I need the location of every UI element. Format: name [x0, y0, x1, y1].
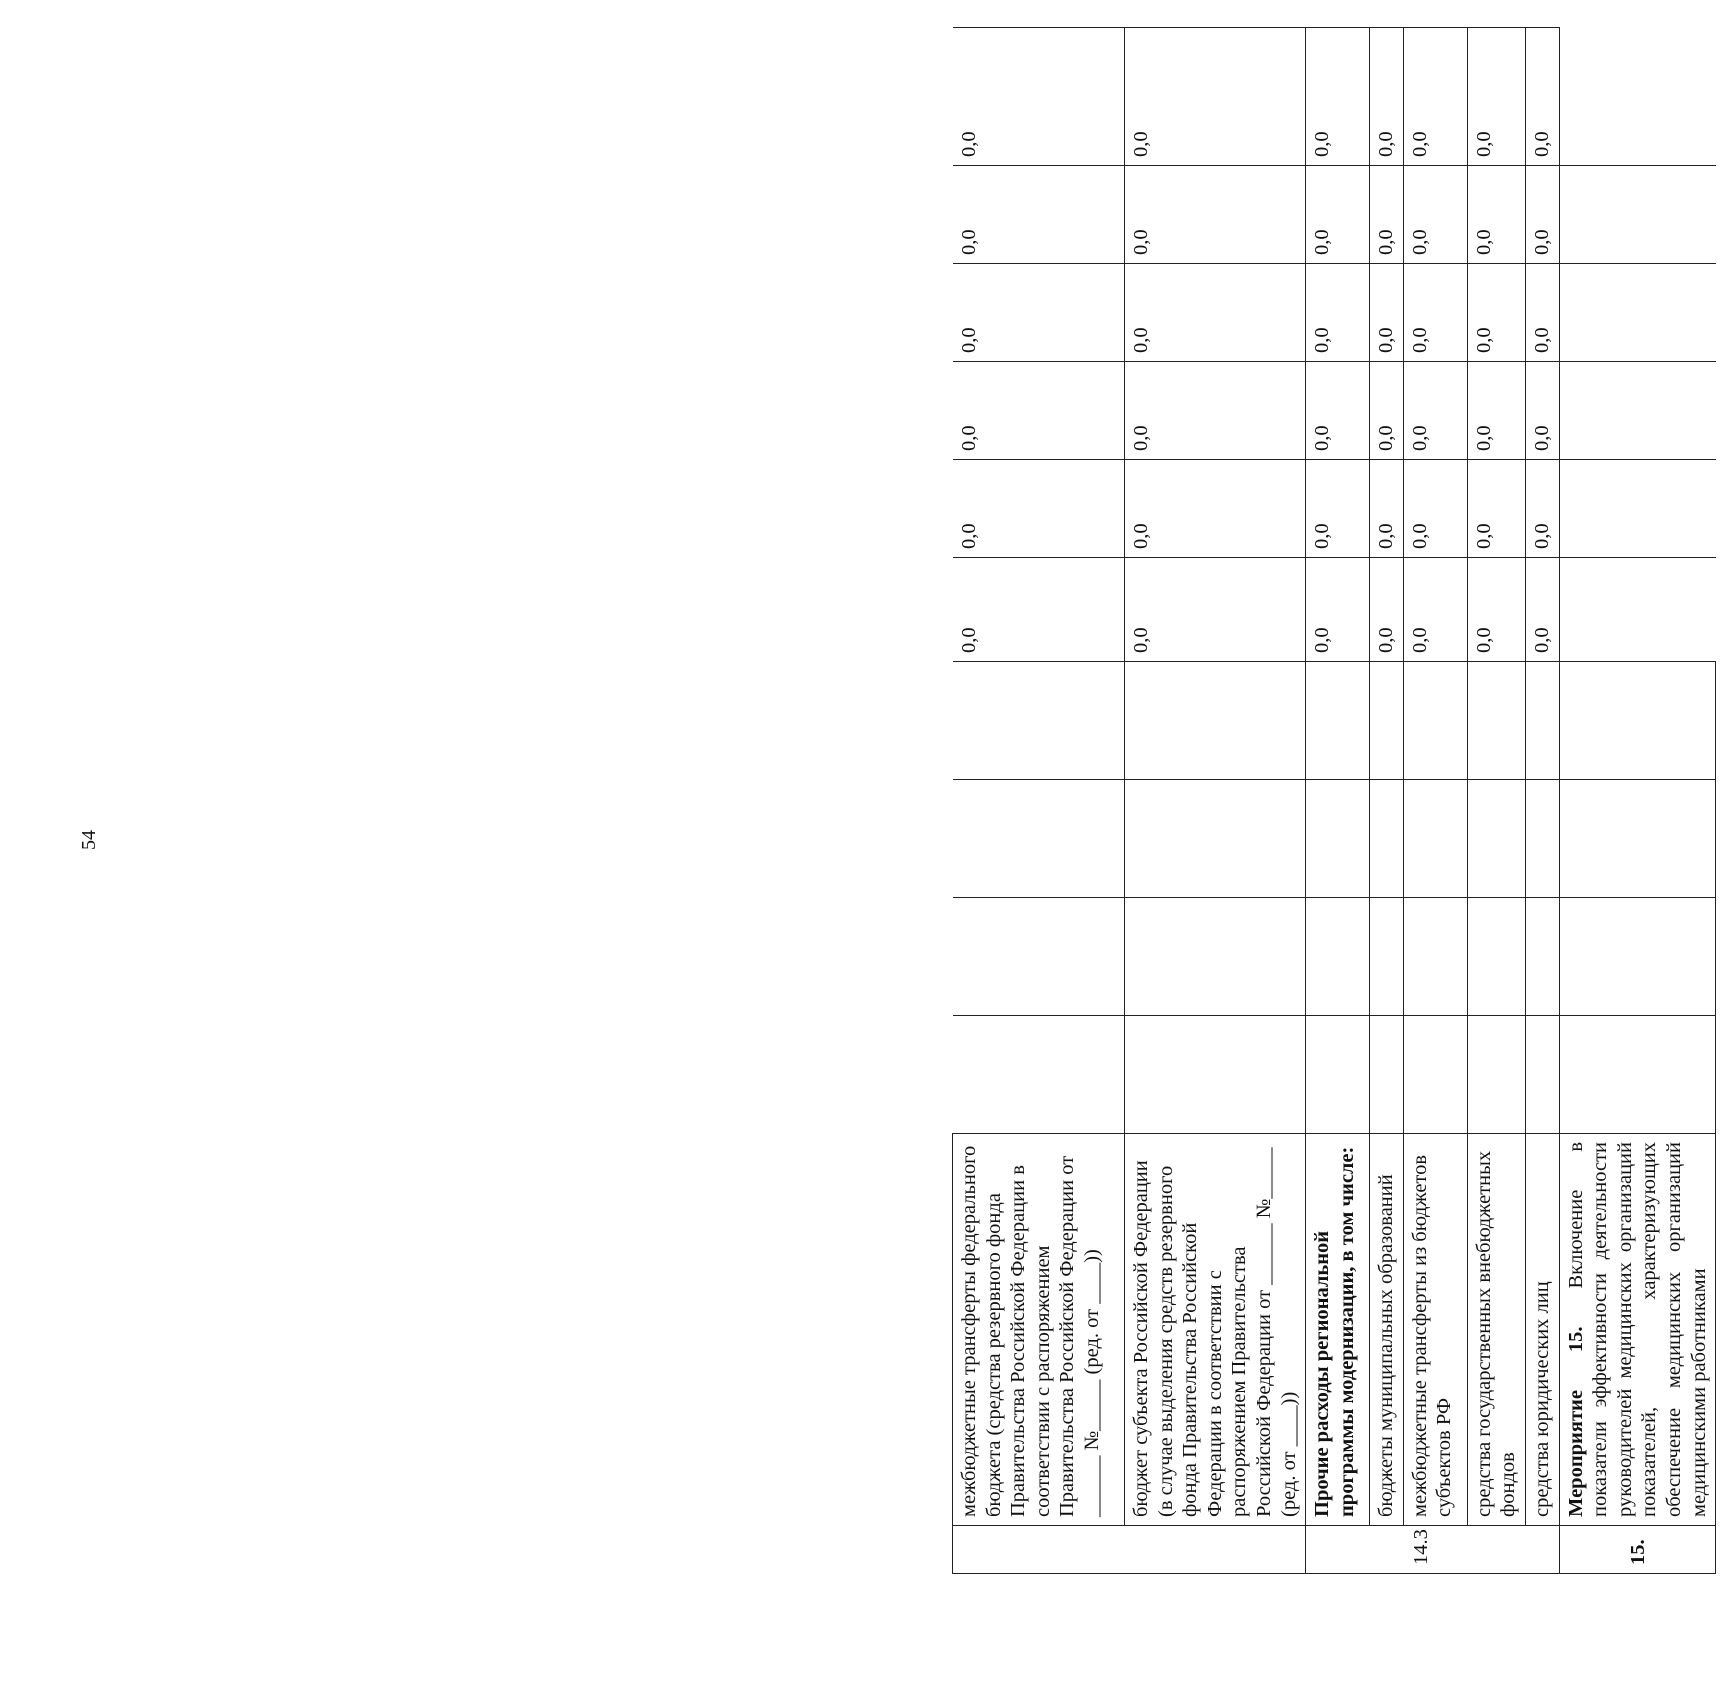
row-text: бюджет субъекта Российской Федерации (в случае выделения средств резервного фонда Правительства Российской Федерации в соответствии с распоряжением Правительства Российской Федерации от ______ №_____ (ред. от ____))	[1125, 1134, 1306, 1526]
program-table	[952, 30, 1732, 1574]
empty-cell	[1525, 898, 1559, 1016]
value-cell	[1559, 362, 1716, 460]
row-text: межбюджетные трансферты из бюджетов субъектов РФ	[1403, 1134, 1467, 1526]
value-cell: 0,0	[1525, 460, 1559, 558]
value-cell: 0,0	[953, 362, 1125, 460]
value-cell: 0,0	[1467, 28, 1525, 166]
empty-cell	[1306, 662, 1370, 780]
value-cell: 0,0	[953, 460, 1125, 558]
value-cell: 0,0	[953, 264, 1125, 362]
empty-cell	[1403, 898, 1467, 1016]
row-number	[1370, 1526, 1404, 1574]
value-cell: 0,0	[1403, 166, 1467, 264]
table-row	[1559, 28, 1716, 1574]
empty-cell	[953, 780, 1125, 898]
empty-cell	[1125, 898, 1306, 1016]
empty-cell	[1403, 780, 1467, 898]
empty-cell	[1403, 662, 1467, 780]
value-cell: 0,0	[1306, 558, 1370, 662]
value-cell: 0,0	[1125, 28, 1306, 166]
empty-cell	[1370, 780, 1404, 898]
empty-cell	[1306, 780, 1370, 898]
value-cell: 0,0	[1403, 460, 1467, 558]
value-cell: 0,0	[1370, 166, 1404, 264]
empty-cell	[1559, 1016, 1716, 1134]
row-number	[1467, 1526, 1525, 1574]
empty-cell	[1559, 662, 1716, 780]
value-cell: 0,0	[1525, 264, 1559, 362]
value-cell: 0,0	[1403, 264, 1467, 362]
value-cell: 0,0	[1306, 166, 1370, 264]
value-cell	[1559, 28, 1716, 166]
empty-cell	[1467, 898, 1525, 1016]
value-cell: 0,0	[1125, 264, 1306, 362]
value-cell: 0,0	[1525, 166, 1559, 264]
empty-cell	[1559, 898, 1716, 1016]
empty-cell	[1306, 1016, 1370, 1134]
row-text: средства государственных внебюджетных фондов	[1467, 1134, 1525, 1526]
table-row	[1403, 28, 1467, 1574]
row-number: 14.3	[1403, 1526, 1467, 1574]
row-text: межбюджетные трансферты федерального бюджета (средства резервного фонда Правительства Российской Федерации в соответствии с распоряжением Правительства Российской Федерации от ______ №_____ (ред. от ____))	[953, 1134, 1125, 1526]
value-cell: 0,0	[953, 28, 1125, 166]
empty-cell	[1525, 1016, 1559, 1134]
value-cell: 0,0	[1370, 460, 1404, 558]
row-number	[1125, 1526, 1306, 1574]
value-cell: 0,0	[1467, 558, 1525, 662]
value-cell	[1559, 166, 1716, 264]
measure-title: Мероприятие 15.	[1564, 1326, 1587, 1517]
value-cell: 0,0	[1403, 558, 1467, 662]
empty-cell	[1467, 780, 1525, 898]
value-cell: 0,0	[1125, 362, 1306, 460]
row-text	[1559, 1134, 1716, 1526]
empty-cell	[1467, 662, 1525, 780]
empty-cell	[953, 662, 1125, 780]
value-cell: 0,0	[1306, 460, 1370, 558]
funding-table	[952, 27, 1716, 1574]
row-number: 15.	[1559, 1526, 1716, 1574]
measure-description: Включение в показатели эффективности деятельности руководителей медицинских организаций показателей, характеризующих обеспечение медицинских организаций медицинскими работниками	[1564, 1142, 1710, 1517]
empty-cell	[1306, 898, 1370, 1016]
table-row	[1306, 28, 1370, 1574]
table-row	[1467, 28, 1525, 1574]
value-cell: 0,0	[1467, 166, 1525, 264]
empty-cell	[1125, 780, 1306, 898]
value-cell: 0,0	[1370, 264, 1404, 362]
value-cell	[1559, 460, 1716, 558]
empty-cell	[953, 1016, 1125, 1134]
page-number: 54	[78, 830, 100, 850]
row-text: средства юридических лиц	[1525, 1134, 1559, 1526]
table-row	[953, 28, 1125, 1574]
table-row	[1125, 28, 1306, 1574]
value-cell: 0,0	[1370, 28, 1404, 166]
empty-cell	[1467, 1016, 1525, 1134]
value-cell	[1559, 558, 1716, 662]
value-cell: 0,0	[1125, 558, 1306, 662]
row-text: бюджеты муниципальных образований	[1370, 1134, 1404, 1526]
row-number	[1525, 1526, 1559, 1574]
value-cell: 0,0	[1525, 558, 1559, 662]
value-cell: 0,0	[953, 558, 1125, 662]
row-number	[953, 1526, 1125, 1574]
value-cell: 0,0	[1125, 460, 1306, 558]
empty-cell	[1370, 1016, 1404, 1134]
value-cell: 0,0	[1370, 558, 1404, 662]
value-cell: 0,0	[1306, 264, 1370, 362]
value-cell: 0,0	[1403, 362, 1467, 460]
row-number	[1306, 1526, 1370, 1574]
table-row	[1370, 28, 1404, 1574]
empty-cell	[1370, 898, 1404, 1016]
row-text: Прочие расходы региональной программы модернизации, в том числе:	[1306, 1134, 1370, 1526]
value-cell: 0,0	[1403, 28, 1467, 166]
value-cell: 0,0	[1306, 362, 1370, 460]
empty-cell	[1559, 780, 1716, 898]
table-row	[1525, 28, 1559, 1574]
value-cell: 0,0	[1125, 166, 1306, 264]
value-cell: 0,0	[1306, 28, 1370, 166]
empty-cell	[953, 898, 1125, 1016]
value-cell: 0,0	[1525, 28, 1559, 166]
value-cell: 0,0	[1525, 362, 1559, 460]
empty-cell	[1125, 662, 1306, 780]
empty-cell	[1525, 780, 1559, 898]
value-cell: 0,0	[1467, 460, 1525, 558]
empty-cell	[1525, 662, 1559, 780]
empty-cell	[1403, 1016, 1467, 1134]
value-cell: 0,0	[1370, 362, 1404, 460]
empty-cell	[1370, 662, 1404, 780]
empty-cell	[1125, 1016, 1306, 1134]
value-cell	[1559, 264, 1716, 362]
value-cell: 0,0	[953, 166, 1125, 264]
value-cell: 0,0	[1467, 362, 1525, 460]
value-cell: 0,0	[1467, 264, 1525, 362]
